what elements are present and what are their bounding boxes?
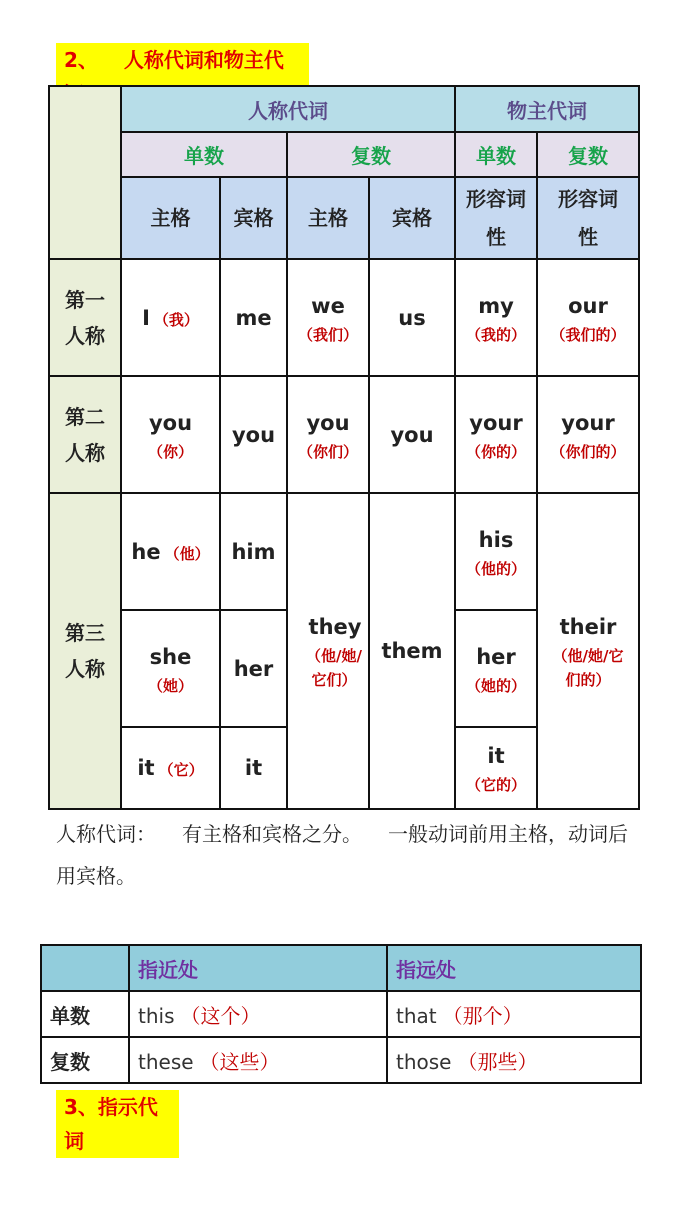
cell-her-possessive [455, 610, 537, 727]
cell-your-plural [537, 376, 639, 493]
translation-that: （那个） [442, 1003, 523, 1028]
demo-corner-cell [41, 945, 129, 991]
cell-you-plural [287, 376, 369, 493]
translation-your: （你的） [465, 442, 526, 461]
possessive-pronoun-header: 物主代词 [455, 86, 639, 132]
translation-your-plural: （你们的） [550, 442, 626, 461]
word-these: these [138, 1049, 194, 1074]
translation-those: （那些） [457, 1049, 538, 1074]
cell-me [220, 259, 287, 376]
third-person-label: 第三人称 [49, 493, 121, 809]
word-us: us [398, 305, 426, 330]
translation-you: （你） [147, 442, 193, 461]
word-i: I [142, 305, 150, 330]
word-his: his [478, 527, 514, 552]
cell-her [220, 610, 287, 727]
word-your-plural: your [561, 410, 615, 435]
cell-your [455, 376, 537, 493]
word-me: me [235, 305, 272, 330]
word-you-plural-object: you [390, 422, 434, 447]
translation-we: （我们） [297, 325, 358, 344]
near-header: 指近处 [129, 945, 387, 991]
first-person-label: 第一人称 [49, 259, 121, 376]
adjective-header-singular: 形容词性 [455, 177, 537, 259]
cell-these [129, 1037, 387, 1083]
translation-he: （他） [164, 544, 210, 563]
note-verb-rule: 一般动词前用主格，动词后用宾格。 [56, 822, 628, 888]
translation-this: （这个） [180, 1003, 261, 1028]
far-header: 指远处 [387, 945, 641, 991]
pronoun-table [48, 85, 640, 810]
cell-it-object [220, 727, 287, 809]
plural-header: 复数 [287, 132, 455, 177]
word-he: he [131, 539, 161, 564]
cell-their [537, 493, 639, 809]
word-their: their [559, 615, 617, 639]
personal-pronoun-header: 人称代词 [121, 86, 455, 132]
cell-his [455, 493, 537, 610]
translation-i: （我） [153, 310, 199, 329]
note-case-rule: 有主格和宾格之分。 [182, 822, 362, 846]
word-you-plural: you [306, 410, 350, 435]
cell-us [369, 259, 455, 376]
word-you: you [148, 410, 193, 435]
translation-our: （我们的） [550, 325, 626, 344]
translation-its: （它的） [465, 776, 526, 794]
translation-their: （他/她/它们的） [552, 647, 624, 689]
singular-header: 单数 [121, 132, 287, 177]
section-title: 人称代词和物主代 [123, 48, 284, 72]
object-case-header: 宾格 [220, 177, 287, 259]
cell-you-object [220, 376, 287, 493]
word-our: our [568, 293, 608, 318]
word-its: it [487, 744, 505, 768]
pronoun-note [56, 813, 636, 897]
demonstrative-table [40, 944, 642, 1084]
cell-our [537, 259, 639, 376]
word-him: him [231, 539, 276, 564]
translation-her-possessive: （她的） [465, 676, 526, 695]
cell-them [369, 493, 455, 809]
object-case-header-plural: 宾格 [369, 177, 455, 259]
section-3-heading: 3、指示代词 [56, 1090, 179, 1158]
cell-they [287, 493, 369, 809]
cell-those [387, 1037, 641, 1083]
cell-this [129, 991, 387, 1037]
word-it-object: it [244, 756, 263, 780]
section-number: 2、 [64, 48, 98, 72]
cell-she [121, 610, 220, 727]
note-label: 人称代词： [56, 822, 156, 846]
translation-she: （她） [147, 676, 193, 695]
word-those: those [396, 1049, 452, 1074]
word-her-possessive: her [476, 644, 516, 669]
demo-plural-label: 复数 [41, 1037, 129, 1083]
demo-singular-label: 单数 [41, 991, 129, 1037]
word-this: this [138, 1003, 175, 1028]
translation-you-plural: （你们） [297, 442, 358, 461]
word-that: that [396, 1003, 437, 1028]
translation-my: （我的） [465, 325, 526, 344]
word-she: she [149, 644, 192, 669]
word-we: we [311, 293, 345, 318]
cell-its [455, 727, 537, 809]
word-you-object: you [231, 422, 276, 447]
cell-that [387, 991, 641, 1037]
possessive-singular-header: 单数 [455, 132, 537, 177]
cell-him [220, 493, 287, 610]
cell-my [455, 259, 537, 376]
subject-case-header: 主格 [121, 177, 220, 259]
cell-we [287, 259, 369, 376]
translation-these: （这些） [199, 1049, 280, 1074]
cell-you-subject [121, 376, 220, 493]
word-them: them [381, 639, 443, 663]
cell-he [121, 493, 220, 610]
subject-case-header-plural: 主格 [287, 177, 369, 259]
translation-they: （他/她/它们） [306, 647, 362, 689]
word-her: her [233, 656, 274, 681]
possessive-plural-header: 复数 [537, 132, 639, 177]
word-your: your [469, 410, 523, 435]
cell-i [121, 259, 220, 376]
adjective-header-plural: 形容词性 [537, 177, 639, 259]
word-it: it [137, 756, 155, 780]
table-corner-cell [49, 86, 121, 259]
cell-it [121, 727, 220, 809]
word-my: my [478, 293, 514, 318]
word-they: they [308, 615, 362, 639]
translation-his: （他的） [465, 559, 526, 578]
second-person-label: 第二人称 [49, 376, 121, 493]
cell-you-plural-object [369, 376, 455, 493]
translation-it: （它） [158, 761, 204, 779]
